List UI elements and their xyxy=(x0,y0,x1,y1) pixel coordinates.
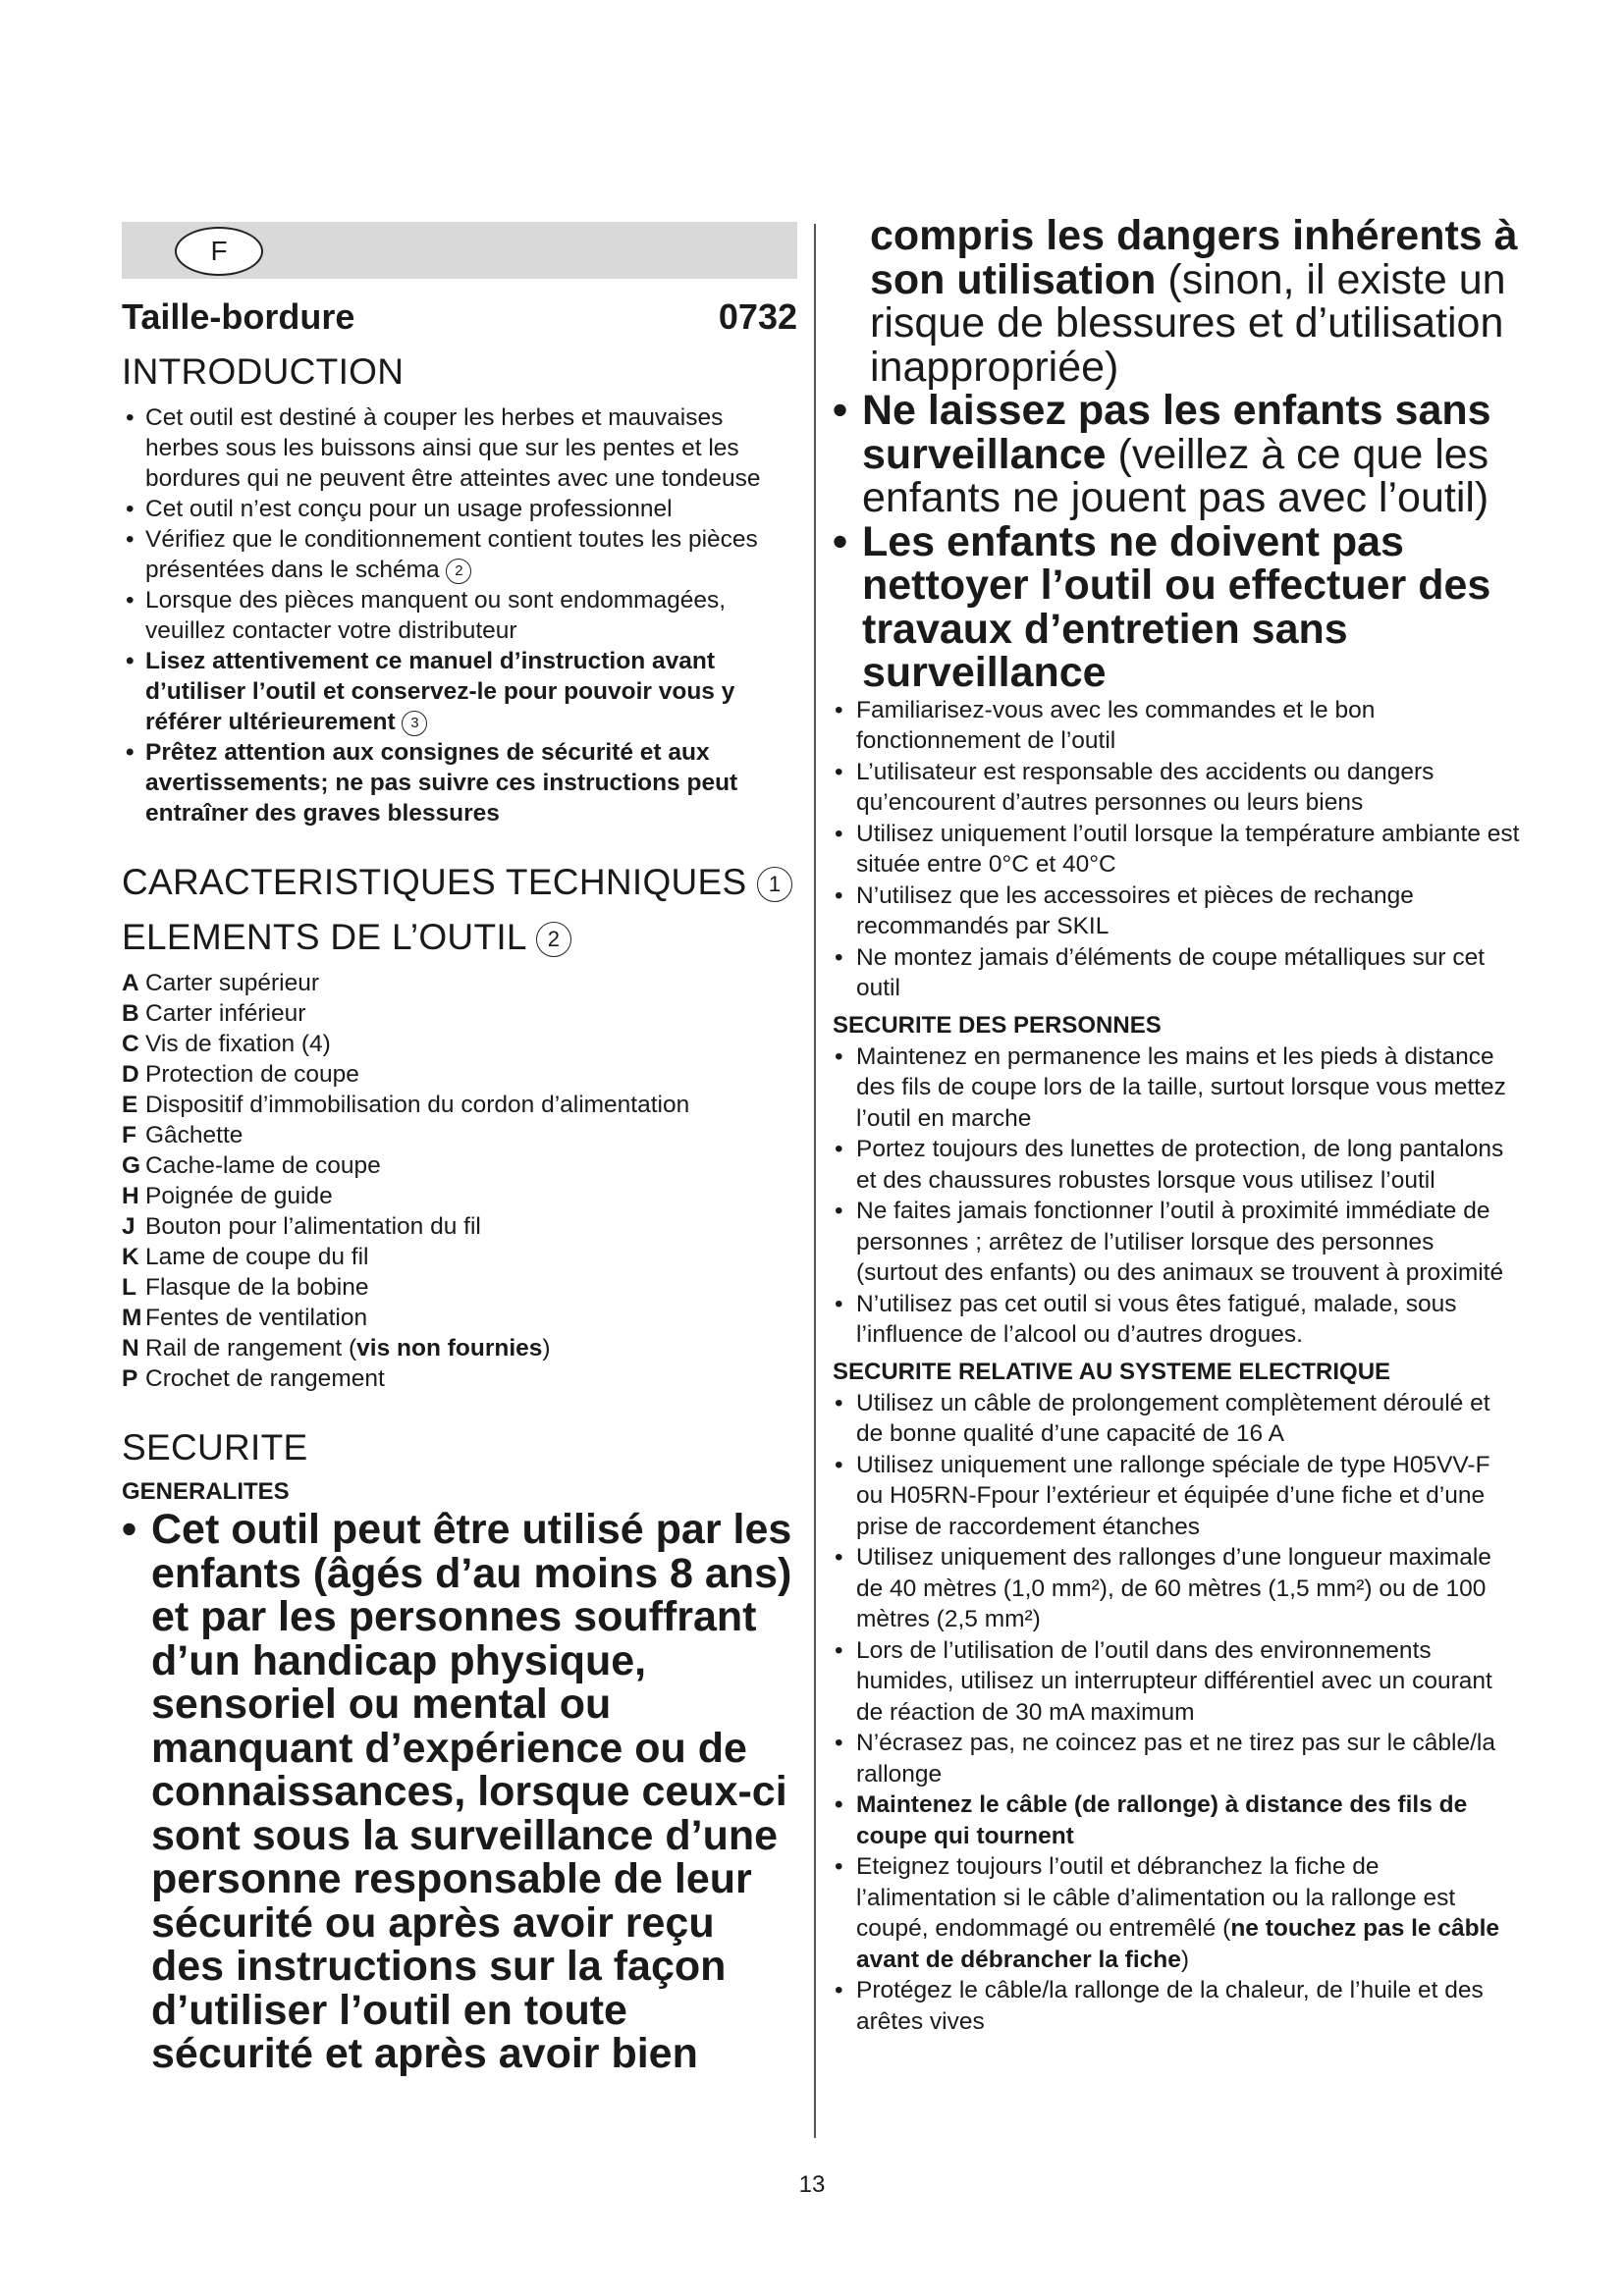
list-item: L Flasque de la bobine xyxy=(122,1274,369,1301)
list-item: • Prêtez attention aux consignes de sécurité et aux avertissements; ne pas suivre ces instructions peut entraîner des graves blessures xyxy=(122,737,797,828)
list-item: • Eteignez toujours l’outil et débranchez la fiche de l’alimentation si le câble d’alimentation ou la rallonge est coupé, endommagé ou entremêlé (ne touchez pas le câble avant de débrancher la fiche) xyxy=(833,1851,1520,1975)
list-item: H Poignée de guide xyxy=(122,1183,333,1209)
list-item: • Vérifiez que le conditionnement contient toutes les pièces présentées dans le schéma 2 xyxy=(122,524,797,585)
list-item: • Maintenez en permanence les mains et les pieds à distance des fils de coupe lors de la taille, surtout lorsque vous mettez l’outil en marche xyxy=(833,1041,1520,1135)
list-item: M Fentes de ventilation xyxy=(122,1305,368,1331)
language-bar xyxy=(122,222,797,279)
column-divider xyxy=(814,224,816,2138)
elements-heading: ELEMENTS DE L’OUTIL 2 xyxy=(122,917,797,958)
list-item: • Cet outil est destiné à couper les herbes et mauvaises herbes sous les buissons ainsi que sur les pentes et les bordures qui ne peuvent être atteintes avec une tondeuse xyxy=(122,402,797,494)
list-item: J Bouton pour l’alimentation du fil xyxy=(122,1213,481,1240)
list-item: • Lisez attentivement ce manuel d’instruction avant d’utiliser l’outil et conservez-le pour pouvoir vous y référer ultérieurement 3 xyxy=(122,646,797,737)
list-item: D Protection de coupe xyxy=(122,1061,359,1088)
list-item: • Utilisez uniquement des rallonges d’une longueur maximale de 40 mètres (1,0 mm²), de 60 mètres (1,5 mm²) ou de 100 mètres (2,5 mm²) xyxy=(833,1542,1520,1635)
title-row xyxy=(122,296,797,338)
page-number: 13 xyxy=(798,2171,826,2198)
right-column xyxy=(833,214,1520,2037)
list-item: • Utilisez uniquement l’outil lorsque la température ambiante est située entre 0°C et 40°C xyxy=(833,819,1520,881)
list-item: E Dispositif d’immobilisation du cordon d’alimentation xyxy=(122,1092,690,1118)
list-item: F Gâchette xyxy=(122,1122,244,1148)
warning-cleaning: • Les enfants ne doivent pas nettoyer l’outil ou effectuer des travaux d’entretien sans surveillance xyxy=(833,520,1520,695)
list-item: P Crochet de rangement xyxy=(122,1365,385,1392)
language-badge: F xyxy=(175,227,263,276)
list-item: A Carter supérieur xyxy=(122,970,320,996)
list-item: • N’écrasez pas, ne coincez pas et ne tirez pas sur le câble/la rallonge xyxy=(833,1728,1520,1789)
list-item: K Lame de coupe du fil xyxy=(122,1244,369,1270)
list-item: • Familiarisez-vous avec les commandes et le bon fonctionnement de l’outil xyxy=(833,695,1520,757)
list-item: • Protégez le câble/la rallonge de la chaleur, de l’huile et des arêtes vives xyxy=(833,1975,1520,2037)
figure-ref: 3 xyxy=(402,711,427,736)
figure-ref: 2 xyxy=(446,559,471,584)
warning-children-usage-continued: compris les dangers inhérents à son utilisation (sinon, il existe un risque de blessures et d’utilisation inappropriée) xyxy=(870,212,1518,391)
list-item: • Lorsque des pièces manquent ou sont endommagées, veuillez contacter votre distributeur xyxy=(122,585,797,646)
generalites-heading: GENERALITES xyxy=(122,1478,290,1505)
list-item: • N’utilisez pas cet outil si vous êtes fatigué, malade, sous l’influence de l’alcool ou d’autres drogues. xyxy=(833,1289,1520,1351)
figure-ref: 1 xyxy=(757,867,792,902)
list-item: B Carter inférieur xyxy=(122,1000,306,1027)
personnes-list xyxy=(833,1041,1520,1351)
elements-list xyxy=(122,968,797,1394)
list-item: • N’utilisez que les accessoires et pièces de rechange recommandés par SKIL xyxy=(833,881,1520,942)
intro-heading: INTRODUCTION xyxy=(122,351,405,392)
list-item: • L’utilisateur est responsable des accidents ou dangers qu’encourent d’autres personnes ou leurs biens xyxy=(833,757,1520,819)
electrique-heading: SECURITE RELATIVE AU SYSTEME ELECTRIQUE xyxy=(833,1358,1391,1385)
list-item: • Maintenez le câble (de rallonge) à distance des fils de coupe qui tournent xyxy=(833,1789,1520,1851)
list-item: • Utilisez uniquement une rallonge spéciale de type H05VV-F ou H05RN-Fpour l’extérieur et équipée d’une fiche et d’une prise de raccordement étanches xyxy=(833,1450,1520,1543)
product-title: Taille-bordure xyxy=(122,296,355,337)
securite-heading: SECURITE xyxy=(122,1427,308,1468)
list-item: • Ne faites jamais fonctionner l’outil à proximité immédiate de personnes ; arrêtez de l’utiliser lorsque des personnes (surtout des enfants) ou des animaux se trouvent à proximité xyxy=(833,1196,1520,1289)
list-item: • Utilisez un câble de prolongement complètement déroulé et de bonne qualité d’une capacité de 16 A xyxy=(833,1388,1520,1450)
electrique-list xyxy=(833,1388,1520,2038)
list-item: C Vis de fixation (4) xyxy=(122,1031,331,1057)
left-column xyxy=(122,222,797,2076)
intro-list xyxy=(122,402,797,828)
list-item: N Rail de rangement (vis non fournies) xyxy=(122,1335,551,1362)
figure-ref: 2 xyxy=(536,922,571,957)
list-item: • Cet outil n’est conçu pour un usage professionnel xyxy=(122,494,797,524)
personnes-heading: SECURITE DES PERSONNES xyxy=(833,1011,1162,1039)
list-item: • Ne montez jamais d’éléments de coupe métalliques sur cet outil xyxy=(833,942,1520,1004)
list-item: • Portez toujours des lunettes de protection, de long pantalons et des chaussures robustes lorsque vous utilisez l’outil xyxy=(833,1134,1520,1196)
general-safety-list xyxy=(833,695,1520,1004)
specs-heading: CARACTERISTIQUES TECHNIQUES 1 xyxy=(122,862,797,903)
list-item: • Lors de l’utilisation de l’outil dans des environnements humides, utilisez un interrupteur différentiel avec un courant de réaction de 30 mA maximum xyxy=(833,1635,1520,1729)
model-number: 0732 xyxy=(718,296,797,337)
list-item: G Cache-lame de coupe xyxy=(122,1152,381,1179)
warning-supervision: • Ne laissez pas les enfants sans surveillance (veillez à ce que les enfants ne jouent pas avec l’outil) xyxy=(833,389,1520,520)
warning-children-usage: • Cet outil peut être utilisé par les enfants (âgés d’au moins 8 ans) et par les personnes souffrant d’un handicap physique, sensoriel ou mental ou manquant d’expérience ou de connaissances, lorsque ceux-ci sont sous la surveillance d’une personne responsable de leur sécurité ou après avoir reçu des instructions sur la façon d’utiliser l’outil en toute sécurité et après avoir bien xyxy=(122,1508,797,2076)
